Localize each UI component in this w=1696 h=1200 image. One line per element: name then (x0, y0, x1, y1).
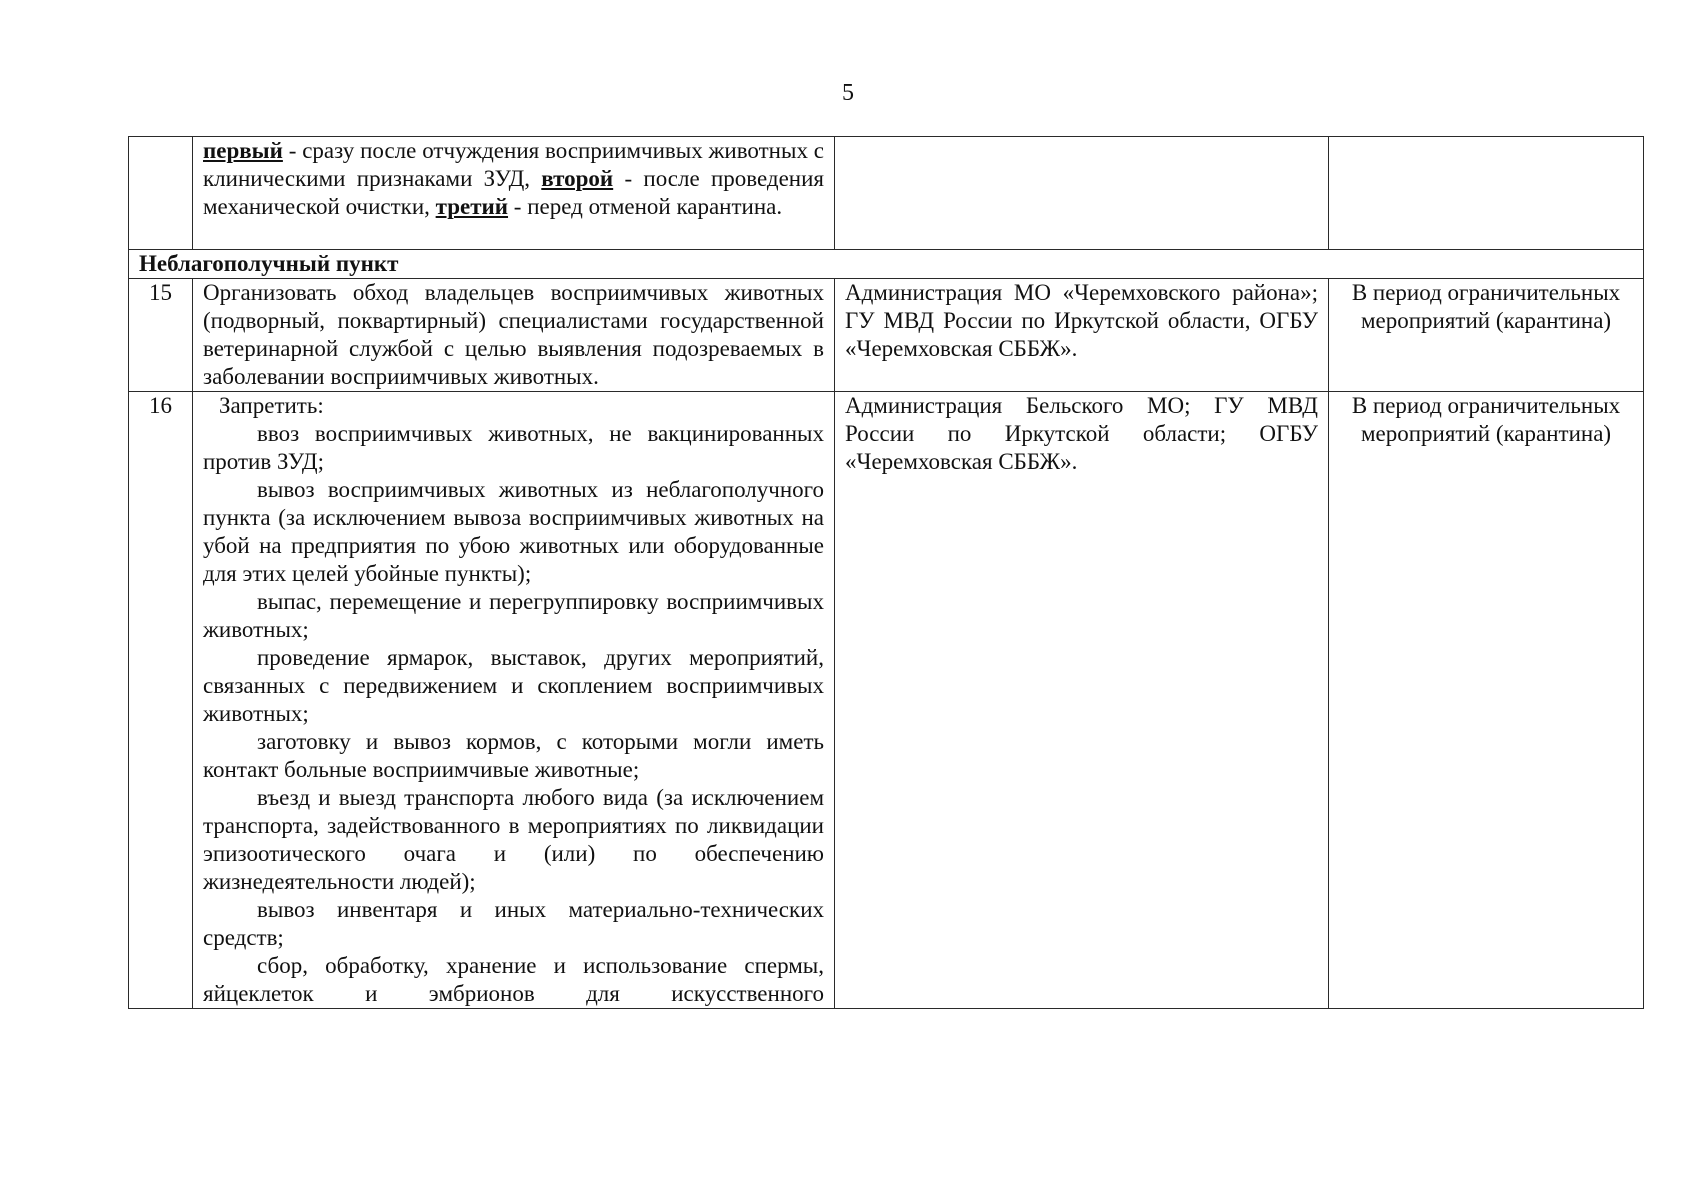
ban-item: выпас, перемещение и перегруппировку восприимчивых животных; (203, 589, 824, 642)
page-number: 5 (842, 80, 854, 106)
deadline-cell (1329, 137, 1644, 250)
row-number: 16 (129, 392, 193, 1009)
ban-item: заготовку и вывоз кормов, с которыми могли иметь контакт больные восприимчивые животные; (203, 729, 824, 782)
row-number: 15 (129, 279, 193, 392)
section-row (129, 250, 1644, 279)
deadline-cell: В период ограничительных мероприятий (карантина) (1329, 392, 1644, 1009)
number-cell (129, 137, 193, 250)
action-text: - сразу после отчуждения восприимчивых животных с клиническими признаками ЗУД, (203, 138, 824, 191)
ban-item: вывоз инвентаря и иных материально-технических средств; (203, 897, 824, 950)
table-row-continued (129, 137, 1644, 250)
ban-item: въезд и выезд транспорта любого вида (за исключением транспорта, задействованного в мероприятиях по ликвидации эпизоотического очага и (или) по обеспечению жизнедеятельности людей); (203, 785, 824, 894)
emphasis-second: второй (541, 166, 614, 191)
action-cell (193, 137, 835, 250)
responsible-cell: Администрация МО «Черемховского района»; ГУ МВД России по Иркутской области, ОГБУ «Черемховская СББЖ». (835, 279, 1329, 392)
responsible-cell (835, 137, 1329, 250)
measures-table (128, 136, 1644, 1009)
table-row-16 (129, 392, 1644, 1009)
action-text: - после проведения механической очистки, (203, 166, 825, 219)
ban-item: вывоз восприимчивых животных из неблагополучного пункта (за исключением вывоза восприимчивых животных на убой на предприятия по убою животных или оборудованные для этих целей убойные пункты); (203, 477, 824, 586)
table-row-15 (129, 279, 1644, 392)
emphasis-first: первый (203, 138, 283, 163)
emphasis-third: третий (435, 194, 509, 219)
action-cell: Организовать обход владельцев восприимчивых животных (подворный, поквартирный) специалистами государственной ветеринарной службой с целью выявления подозреваемых в заболевании восприимчивых животных. (193, 279, 835, 392)
action-head: Запретить: (219, 393, 324, 418)
ban-item: сбор, обработку, хранение и использование спермы, яйцеклеток и эмбрионов для искусственного (203, 953, 824, 1006)
section-title: Неблагополучный пункт (129, 250, 1644, 279)
ban-item: ввоз восприимчивых животных, не вакцинированных против ЗУД; (203, 421, 824, 474)
action-cell (193, 392, 835, 1009)
responsible-cell: Администрация Бельского МО; ГУ МВД России по Иркутской области; ОГБУ «Черемховская СББЖ». (835, 392, 1329, 1009)
action-text: - перед отменой карантина. (508, 194, 783, 219)
deadline-cell: В период ограничительных мероприятий (карантина) (1329, 279, 1644, 392)
ban-item: проведение ярмарок, выставок, других мероприятий, связанных с передвижением и скоплением восприимчивых животных; (203, 645, 824, 726)
